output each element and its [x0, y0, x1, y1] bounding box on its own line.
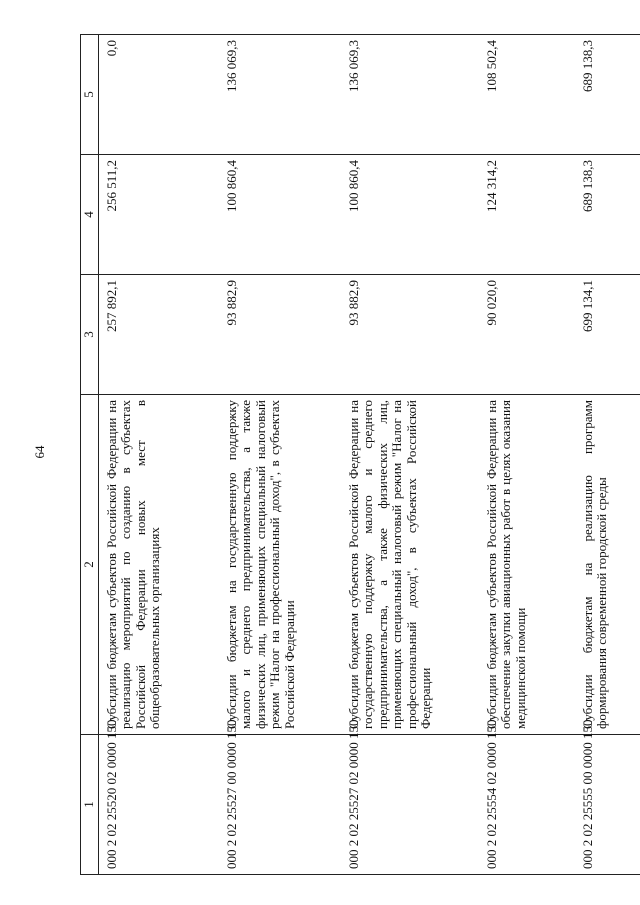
row-value-col4: 256 511,2 — [98, 155, 219, 275]
row-code: 000 2 02 25520 02 0000 150 — [98, 735, 219, 875]
row-code: 000 2 02 25554 02 0000 150 — [479, 735, 575, 875]
row-value-col5: 0,0 — [98, 35, 219, 155]
row-code: 000 2 02 25527 02 0000 150 — [341, 735, 479, 875]
row-value-col3: 257 892,1 — [98, 275, 219, 395]
row-description: Субсидии бюджетам субъектов Российской Федерации на обеспечение закупки авиационных работ в целях оказания медицинской помощи — [479, 395, 575, 735]
header-col-2: 2 — [81, 395, 99, 735]
row-value-col5: 136 069,3 — [341, 35, 479, 155]
row-value-col4: 100 860,4 — [341, 155, 479, 275]
row-value-col4: 689 138,3 — [575, 155, 640, 275]
row-description: Субсидии бюджетам субъектов Российской Федерации на государственную поддержку малого и среднего предпринимательства, а также физических лиц, применяющих специальный налоговый режим "Налог на профессиональный доход", в субъектах Российской Федерации — [341, 395, 479, 735]
page-number: 64 — [32, 445, 47, 459]
table-row — [575, 35, 640, 875]
table-row — [341, 35, 479, 875]
row-value-col3: 699 134,1 — [575, 275, 640, 395]
row-description: Субсидии бюджетам на реализацию программ формирования современной городской среды — [575, 395, 640, 735]
row-value-col3: 93 882,9 — [341, 275, 479, 395]
header-col-3: 3 — [81, 275, 99, 395]
table-row — [219, 35, 341, 875]
header-col-4: 4 — [81, 155, 99, 275]
budget-table — [80, 34, 640, 875]
header-col-5: 5 — [81, 35, 99, 155]
row-value-col5: 136 069,3 — [219, 35, 341, 155]
row-description: Субсидии бюджетам на государственную поддержку малого и среднего предпринимательства, а также физических лиц, применяющих специальный налоговый режим "Налог на профессиональный доход", в субъектах Российской Федерации — [219, 395, 341, 735]
row-value-col4: 124 314,2 — [479, 155, 575, 275]
row-description: Субсидии бюджетам субъектов Российской Федерации на реализацию мероприятий по созданию в субъектах Российской Федерации новых мест в общеобразовательных организациях — [98, 395, 219, 735]
table-row — [98, 35, 219, 875]
table-header — [81, 35, 99, 875]
row-code: 000 2 02 25527 00 0000 150 — [219, 735, 341, 875]
row-value-col3: 90 020,0 — [479, 275, 575, 395]
header-col-1: 1 — [81, 735, 99, 875]
row-value-col5: 108 502,4 — [479, 35, 575, 155]
row-value-col4: 100 860,4 — [219, 155, 341, 275]
row-code: 000 2 02 25555 00 0000 150 — [575, 735, 640, 875]
rotated-table-container — [80, 35, 625, 875]
row-value-col5: 689 138,3 — [575, 35, 640, 155]
table-row — [479, 35, 575, 875]
row-value-col3: 93 882,9 — [219, 275, 341, 395]
